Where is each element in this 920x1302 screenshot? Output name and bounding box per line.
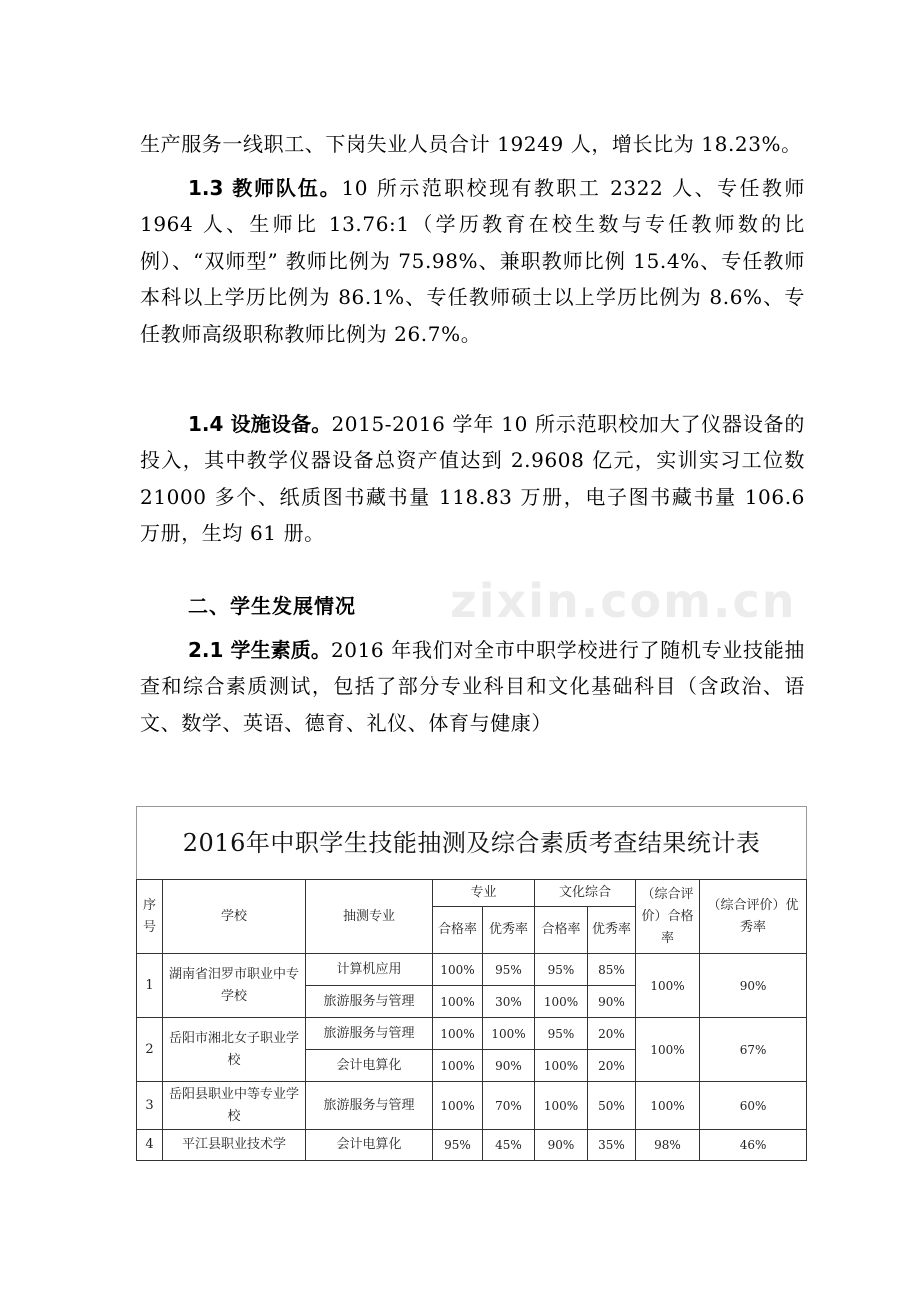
cell-school: 湖南省汨罗市职业中专学校 <box>163 954 306 1018</box>
header-major: 抽测专业 <box>306 880 433 954</box>
cell-major: 会计电算化 <box>306 1130 433 1161</box>
header-culture-excellent: 优秀率 <box>588 907 636 954</box>
subsection-heading-student-quality: 2.1 学生素质。 <box>188 638 331 662</box>
cell-prof-excellent: 30% <box>483 986 535 1018</box>
cell-overall-excellent: 67% <box>700 1018 807 1082</box>
cell-overall-excellent: 46% <box>700 1130 807 1161</box>
cell-overall-pass: 100% <box>636 954 700 1018</box>
cell-culture-pass: 100% <box>535 1082 588 1130</box>
cell-culture-excellent: 85% <box>588 954 636 986</box>
cell-overall-pass: 100% <box>636 1018 700 1082</box>
cell-prof-excellent: 90% <box>483 1050 535 1082</box>
header-prof-excellent: 优秀率 <box>483 907 535 954</box>
paragraph-text: 2015-2016 学年 10 所示范职校加大了仪器设备的投入，其中教学仪器设备总资产值达到 2.9608 亿元，实训实习工位数 21000 多个、纸质图书藏书量 118.83 万册，电子图书藏书量 106.6 万册，生均 61 册。 <box>140 412 805 546</box>
cell-school: 平江县职业技术学 <box>163 1130 306 1161</box>
cell-school: 岳阳市湘北女子职业学校 <box>163 1018 306 1082</box>
cell-culture-excellent: 50% <box>588 1082 636 1130</box>
cell-prof-excellent: 45% <box>483 1130 535 1161</box>
header-overall-excellent: （综合评价）优秀率 <box>700 880 807 954</box>
cell-culture-excellent: 35% <box>588 1130 636 1161</box>
cell-prof-excellent: 100% <box>483 1018 535 1050</box>
paragraph-facilities <box>140 406 805 552</box>
cell-school: 岳阳县职业中等专业学校 <box>163 1082 306 1130</box>
cell-overall-excellent: 60% <box>700 1082 807 1130</box>
header-culture-pass: 合格率 <box>535 907 588 954</box>
table-title: 2016年中职学生技能抽测及综合素质考查结果统计表 <box>137 807 807 880</box>
cell-prof-pass: 100% <box>433 1018 483 1050</box>
header-no: 序号 <box>137 880 163 954</box>
cell-culture-pass: 95% <box>535 1018 588 1050</box>
cell-major: 旅游服务与管理 <box>306 1082 433 1130</box>
section-title: 二、学生发展情况 <box>188 594 356 618</box>
subsection-heading-teachers: 1.3 教师队伍。 <box>188 176 342 200</box>
subsection-heading-facilities: 1.4 设施设备。 <box>188 412 332 436</box>
cell-no: 3 <box>137 1082 163 1130</box>
cell-no: 1 <box>137 954 163 1018</box>
cell-overall-pass: 98% <box>636 1130 700 1161</box>
header-school: 学校 <box>163 880 306 954</box>
cell-major: 会计电算化 <box>306 1050 433 1082</box>
paragraph-student-quality <box>140 632 805 741</box>
paragraph-teacher-team <box>140 170 805 352</box>
results-table-container <box>136 806 806 1161</box>
cell-prof-pass: 100% <box>433 1082 483 1130</box>
paragraph-text: 2016 年我们对全市中职学校进行了随机专业技能抽查和综合素质测试，包括了部分专业科目和文化基础科目（含政治、语文、数学、英语、德育、礼仪、体育与健康） <box>140 638 805 735</box>
header-culture: 文化综合 <box>535 880 636 907</box>
paragraph-employment-stats <box>140 126 805 162</box>
paragraph-text: 生产服务一线职工、下岗失业人员合计 19249 人，增长比为 18.23%。 <box>140 132 802 156</box>
table-row <box>137 1082 807 1130</box>
header-overall-pass: （综合评价）合格率 <box>636 880 700 954</box>
cell-major: 旅游服务与管理 <box>306 986 433 1018</box>
cell-no: 4 <box>137 1130 163 1161</box>
header-professional: 专业 <box>433 880 535 907</box>
cell-major: 计算机应用 <box>306 954 433 986</box>
cell-culture-pass: 95% <box>535 954 588 986</box>
cell-overall-pass: 100% <box>636 1082 700 1130</box>
table-row <box>137 954 807 986</box>
cell-culture-excellent: 20% <box>588 1018 636 1050</box>
results-table <box>136 806 807 1161</box>
watermark: zixin.com.cn <box>450 574 797 628</box>
header-prof-pass: 合格率 <box>433 907 483 954</box>
cell-prof-excellent: 95% <box>483 954 535 986</box>
cell-prof-pass: 100% <box>433 986 483 1018</box>
table-row <box>137 1130 807 1161</box>
cell-major: 旅游服务与管理 <box>306 1018 433 1050</box>
cell-prof-excellent: 70% <box>483 1082 535 1130</box>
cell-culture-excellent: 90% <box>588 986 636 1018</box>
cell-culture-excellent: 20% <box>588 1050 636 1082</box>
cell-overall-excellent: 90% <box>700 954 807 1018</box>
paragraph-text: 10 所示范职校现有教职工 2322 人、专任教师 1964 人、生师比 13.76:1（学历教育在校生数与专任教师数的比例）、“双师型” 教师比例为 75.98%、兼职教师比例 15.4%、专任教师本科以上学历比例为 86.1%、专任教师硕士以上学历比例为 8.6%、专任教师高级职称教师比例为 26.7%。 <box>140 176 805 346</box>
cell-prof-pass: 100% <box>433 954 483 986</box>
cell-prof-pass: 100% <box>433 1050 483 1082</box>
cell-culture-pass: 90% <box>535 1130 588 1161</box>
table-row <box>137 1018 807 1050</box>
cell-no: 2 <box>137 1018 163 1082</box>
cell-prof-pass: 95% <box>433 1130 483 1161</box>
cell-culture-pass: 100% <box>535 986 588 1018</box>
cell-culture-pass: 100% <box>535 1050 588 1082</box>
